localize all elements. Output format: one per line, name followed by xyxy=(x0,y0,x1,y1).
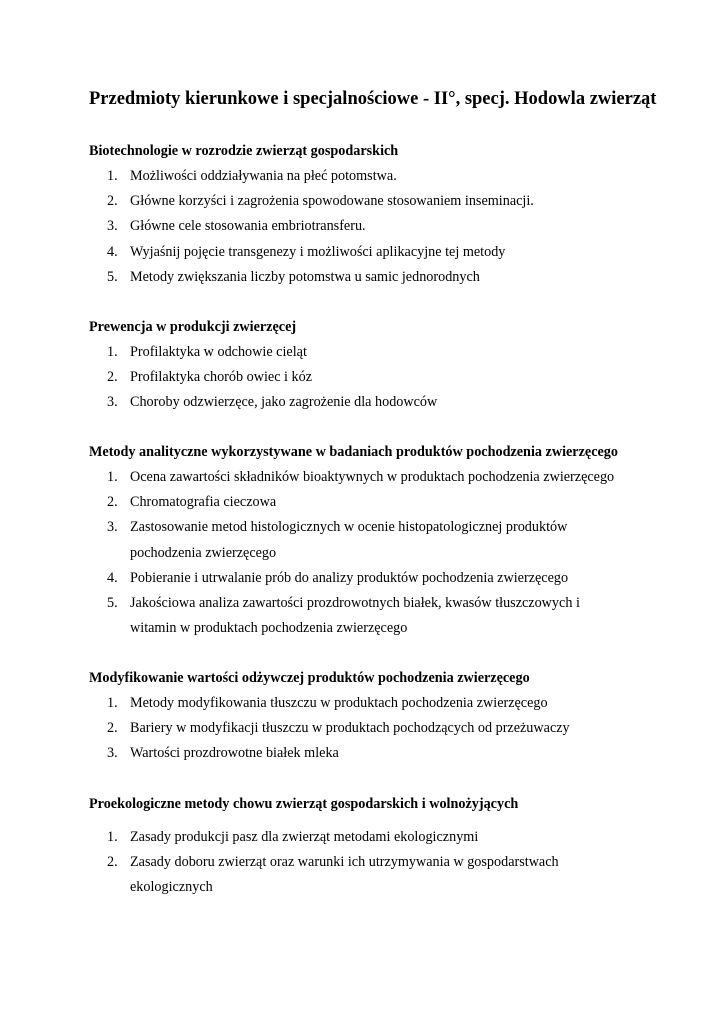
list-item-number: 3. xyxy=(107,519,118,536)
list-item-text: Profilaktyka w odchowie cieląt xyxy=(130,344,307,360)
list-item-number: 1. xyxy=(107,469,118,485)
section-heading: Proekologiczne metody chowu zwierząt gospodarskich i wolnożyjących xyxy=(89,796,519,812)
page-title: Przedmioty kierunkowe i specjalnościowe - II°, specj. Hodowla zwierząt xyxy=(89,89,657,109)
list-item-number: 3. xyxy=(107,218,118,235)
list-item-text: Wyjaśnij pojęcie transgenezy i możliwości aplikacyjne tej metody xyxy=(130,243,506,260)
section-heading: Biotechnologie w rozrodzie zwierząt gospodarskich xyxy=(89,143,399,159)
list-item-number: 5. xyxy=(107,595,118,611)
list-item-number: 1. xyxy=(107,168,118,184)
list-item-text: Możliwości oddziaływania na płeć potomstwa. xyxy=(130,168,397,184)
list-item-text: ekologicznych xyxy=(130,879,213,896)
list-item-text: Pobieranie i utrwalanie prób do analizy produktów pochodzenia zwierzęcego xyxy=(130,569,569,586)
list-item-text: pochodzenia zwierzęcego xyxy=(130,544,277,561)
list-item-text: Wartości prozdrowotne białek mleka xyxy=(130,745,339,762)
list-item-number: 1. xyxy=(107,344,118,360)
list-item-number: 2. xyxy=(107,720,118,737)
list-item-number: 2. xyxy=(107,854,118,871)
section-heading: Prewencja w produkcji zwierzęcej xyxy=(89,319,297,335)
list-item-text: Chromatografia cieczowa xyxy=(130,494,277,511)
list-item-text: Główne korzyści i zagrożenia spowodowane stosowaniem inseminacji. xyxy=(130,193,534,210)
list-item-text: Zastosowanie metod histologicznych w ocenie histopatologicznej produktów xyxy=(130,519,568,536)
list-item-number: 5. xyxy=(107,268,118,285)
list-item-number: 3. xyxy=(107,394,118,411)
list-item-text: witamin w produktach pochodzenia zwierzęcego xyxy=(130,620,408,637)
list-item-text: Choroby odzwierzęce, jako zagrożenie dla hodowców xyxy=(130,394,438,411)
list-item-number: 3. xyxy=(107,745,118,762)
list-item-number: 4. xyxy=(107,243,118,260)
list-item-text: Profilaktyka chorób owiec i kóz xyxy=(130,369,313,386)
section-heading: Metody analityczne wykorzystywane w badaniach produktów pochodzenia zwierzęcego xyxy=(89,444,618,460)
list-item-text: Zasady doboru zwierząt oraz warunki ich utrzymywania w gospodarstwach xyxy=(130,854,559,871)
list-item-text: Metody modyfikowania tłuszczu w produktach pochodzenia zwierzęcego xyxy=(130,695,548,711)
list-item-text: Jakościowa analiza zawartości prozdrowotnych białek, kwasów tłuszczowych i xyxy=(130,595,580,611)
list-item-text: Zasady produkcji pasz dla zwierząt metodami ekologicznymi xyxy=(130,829,479,845)
list-item-number: 2. xyxy=(107,193,118,210)
list-item-number: 4. xyxy=(107,569,118,586)
list-item-number: 2. xyxy=(107,369,118,386)
section-heading: Modyfikowanie wartości odżywczej produktów pochodzenia zwierzęcego xyxy=(89,670,530,686)
list-item-number: 1. xyxy=(107,695,118,711)
list-item-text: Bariery w modyfikacji tłuszczu w produktach pochodzących od przeżuwaczy xyxy=(130,720,570,737)
list-item-number: 2. xyxy=(107,494,118,511)
list-item-text: Metody zwiększania liczby potomstwa u samic jednorodnych xyxy=(130,268,480,285)
list-item-number: 1. xyxy=(107,829,118,845)
list-item-text: Główne cele stosowania embriotransferu. xyxy=(130,218,366,235)
list-item-text: Ocena zawartości składników bioaktywnych w produktach pochodzenia zwierzęcego xyxy=(130,469,615,485)
